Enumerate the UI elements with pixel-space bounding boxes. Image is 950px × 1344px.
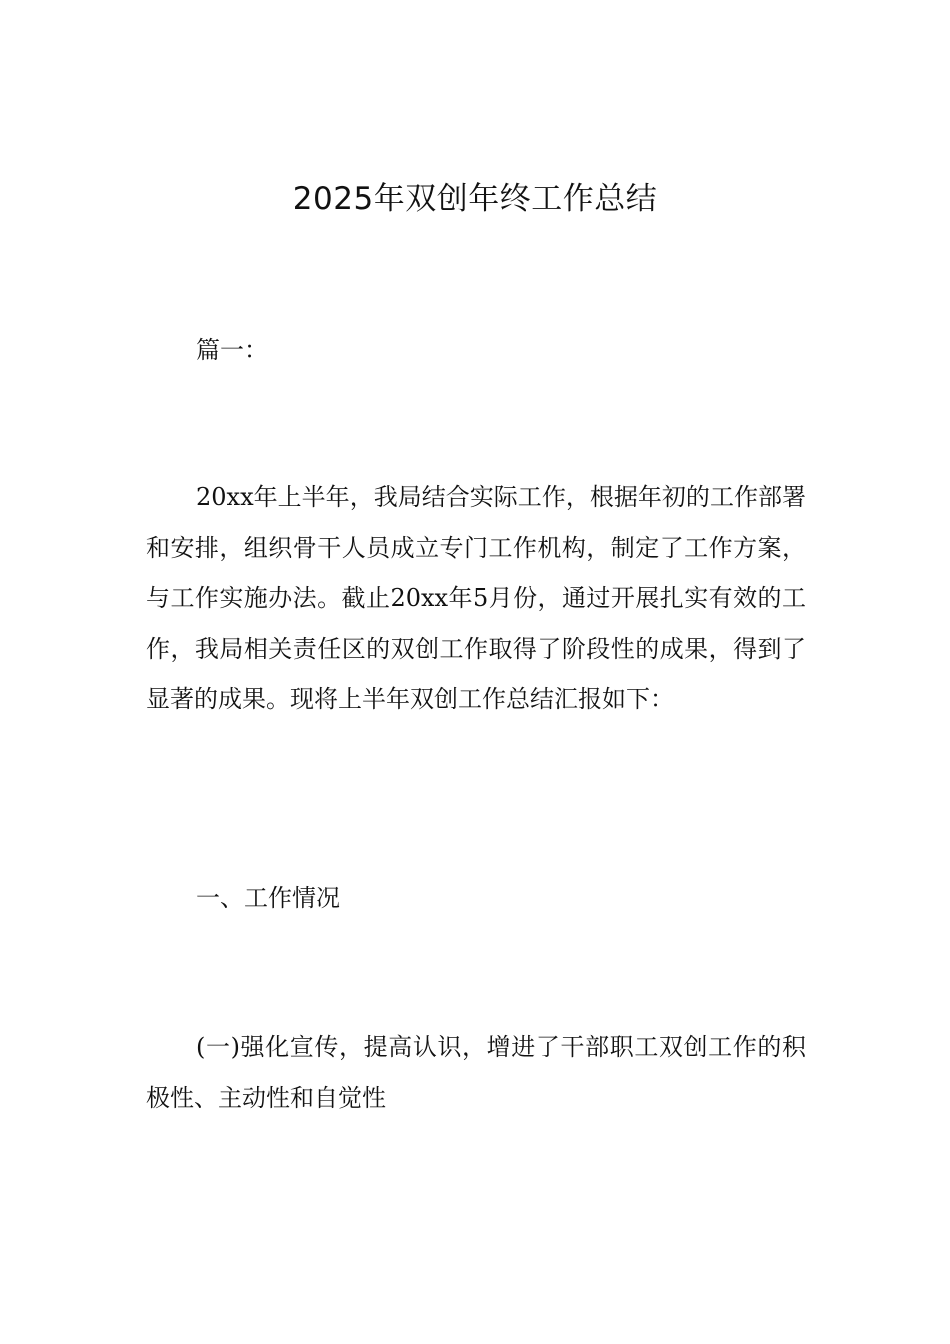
document-title: 2025年双创年终工作总结 [292, 181, 658, 217]
intro-paragraph: 20xx年上半年，我局结合实际工作，根据年初的工作部署和安排，组织骨干人员成立专门工作机构，制定了工作方案，与工作实施办法。截止20xx年5月份，通过开展扎实有效的工作，我局相关责任区的双创工作取得了阶段性的成果，得到了显著的成果。现将上半年双创工作总结汇报如下： [146, 483, 806, 713]
sub-heading: (一)强化宣传，提高认识，增进了干部职工双创工作的积极性、主动性和自觉性 [146, 1033, 806, 1112]
section-heading: 一、工作情况 [196, 884, 340, 912]
section-label: 篇一： [196, 336, 268, 364]
